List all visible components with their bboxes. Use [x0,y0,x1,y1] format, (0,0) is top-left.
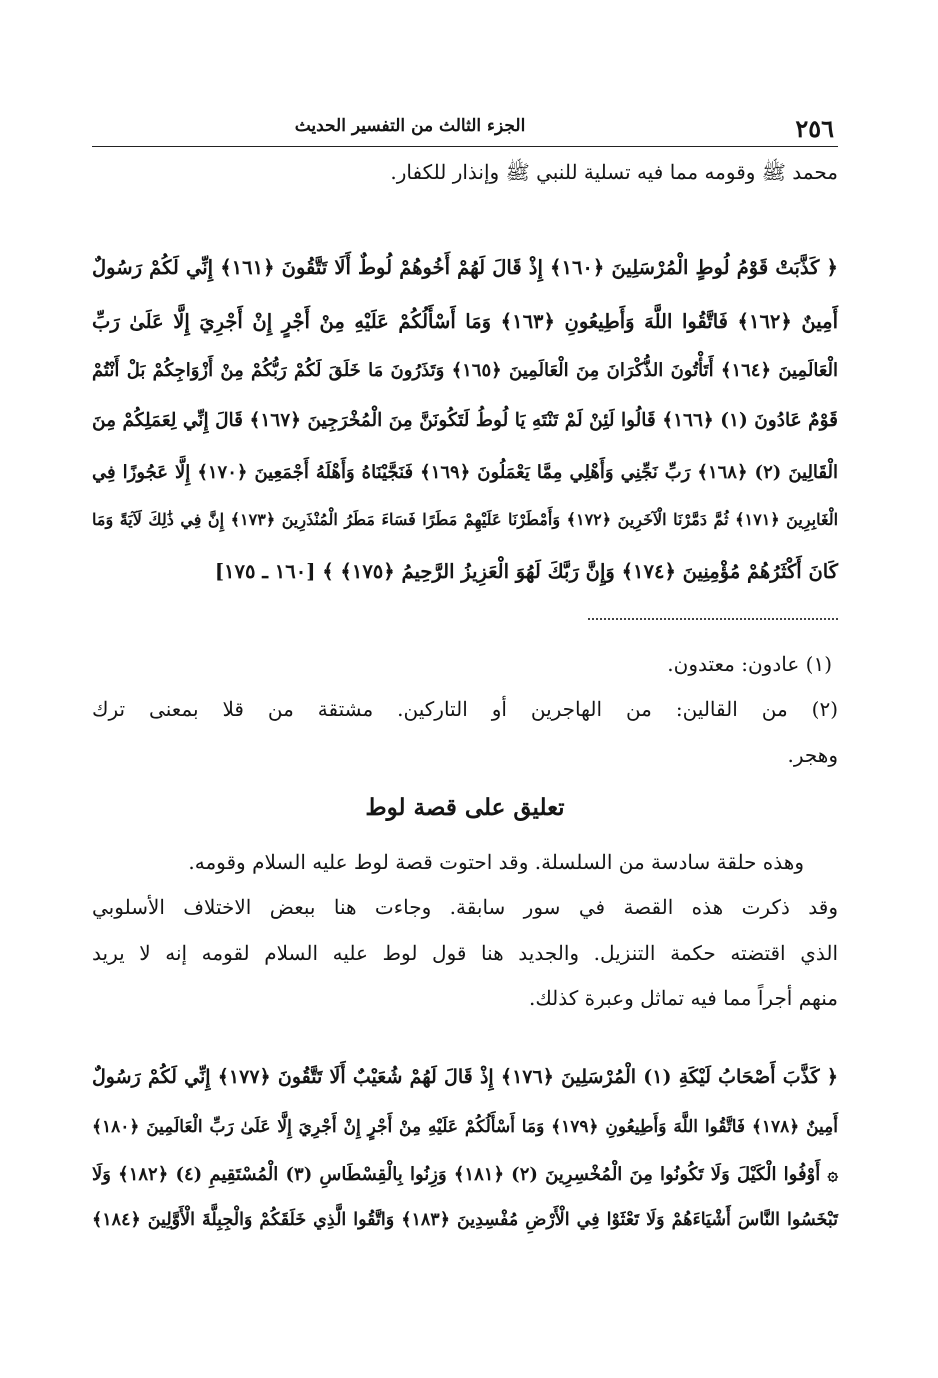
section-heading: تعليق على قصة لوط [365,794,565,821]
verse-line: تَبْخَسُوا النَّاسَ أَشْيَاءَهُمْ وَلَا تَعْثَوْا فِي الْأَرْضِ مُفْسِدِينَ ﴿١٨٣﴾ وَاتَّقُوا الَّذِي خَلَقَكُمْ وَالْجِبِلَّةَ الْأَوَّلِينَ ﴿١٨٤﴾ [92,1210,839,1230]
running-title: الجزء الثالث من التفسير الحديث [294,116,526,136]
commentary-line: الذي اقتضته حكمة التنزيل. والجديد هنا قول لوط عليه السلام لقومه إنه لا يريد [92,941,838,965]
verse-line: كَانَ أَكْثَرُهُمْ مُؤْمِنِينَ ﴿١٧٤﴾ وَإِنَّ رَبَّكَ لَهُوَ الْعَزِيزُ الرَّحِيمُ ﴿١٧٥﴾ ﴾ [١٦٠ ـ ١٧٥] [214,560,838,583]
verse-line: أَمِينٌ ﴿١٦٢﴾ فَاتَّقُوا اللَّهَ وَأَطِيعُونِ ﴿١٦٣﴾ وَمَا أَسْأَلُكُمْ عَلَيْهِ مِنْ أَجْرٍ إِنْ أَجْرِيَ إِلَّا عَلَىٰ رَبِّ [92,310,838,333]
verse-line: الْعَالَمِينَ ﴿١٦٤﴾ أَتَأْتُونَ الذُّكْرَانَ مِنَ الْعَالَمِينَ ﴿١٦٥﴾ وَتَذَرُونَ مَا خَلَقَ لَكُمْ رَبُّكُمْ مِنْ أَزْوَاجِكُمْ بَلْ أَنْتُمْ [92,360,838,381]
verse-line: أَمِينٌ ﴿١٧٨﴾ فَاتَّقُوا اللَّهَ وَأَطِيعُونِ ﴿١٧٩﴾ وَمَا أَسْأَلُكُمْ عَلَيْهِ مِنْ أَجْرٍ إِنْ أَجْرِيَ إِلَّا عَلَىٰ رَبِّ الْعَالَمِينَ ﴿١٨٠﴾ [92,1117,838,1137]
verse-line: ﴿ كَذَّبَتْ قَوْمُ لُوطٍ الْمُرْسَلِينَ ﴿١٦٠﴾ إِذْ قَالَ لَهُمْ أَخُوهُمْ لُوطٌ أَلَا تَتَّقُونَ ﴿١٦١﴾ إِنِّي لَكُمْ رَسُولٌ [92,256,838,279]
page-number: ٢٥٦ [795,114,834,143]
footnote: (١) عادون: معتدون. [667,652,832,676]
commentary-line: وقد ذكرت هذه القصة في سور سابقة. وجاءت هنا ببعض الاختلاف الأسلوبي [92,895,838,919]
commentary-line: وهذه حلقة سادسة من السلسلة. وقد احتوت قصة لوط عليه السلام وقومه. [188,850,804,874]
verse-line: الْقَالِينَ (٢) ﴿١٦٨﴾ رَبِّ نَجِّنِي وَأَهْلِي مِمَّا يَعْمَلُونَ ﴿١٦٩﴾ فَنَجَّيْنَاهُ وَأَهْلَهُ أَجْمَعِينَ ﴿١٧٠﴾ إِلَّا عَجُوزًا فِي [92,462,839,483]
verse-line: ﴿ كَذَّبَ أَصْحَابُ لَيْكَةِ (١) الْمُرْسَلِينَ ﴿١٧٦﴾ إِذْ قَالَ لَهُمْ شُعَيْبٌ أَلَا تَتَّقُونَ ﴿١٧٧﴾ إِنِّي لَكُمْ رَسُولٌ [92,1066,839,1088]
footnote-separator [588,618,838,620]
verse-line: الْغَابِرِينَ ﴿١٧١﴾ ثُمَّ دَمَّرْنَا الْآخَرِينَ ﴿١٧٢﴾ وَأَمْطَرْنَا عَلَيْهِمْ مَطَرًا فَسَاءَ مَطَرُ الْمُنْذَرِينَ ﴿١٧٣﴾ إِنَّ فِي ذَٰلِكَ لَآيَةً وَمَا [92,510,839,529]
footnote: (٢) من القالين: من الهاجرين أو التاركين. مشتقة من قلا بمعنى ترك [92,697,838,721]
verse-line: قَوْمٌ عَادُونَ (١) ﴿١٦٦﴾ قَالُوا لَئِنْ لَمْ تَنْتَهِ يَا لُوطُ لَتَكُونَنَّ مِنَ الْمُخْرَجِينَ ﴿١٦٧﴾ قَالَ إِنِّي لِعَمَلِكُمْ مِنَ [92,410,838,431]
page-header [92,112,838,147]
commentary-line: منهم أجراً مما فيه تماثل وعبرة كذلك. [528,986,838,1010]
intro-line: محمد ﷺ وقومه مما فيه تسلية للنبي ﷺ وإنذار للكفار. [390,160,838,184]
verse-line: ۞ أَوْفُوا الْكَيْلَ وَلَا تَكُونُوا مِنَ الْمُخْسِرِينَ (٢) ﴿١٨١﴾ وَزِنُوا بِالْقِسْطَاسِ (٣) الْمُسْتَقِيمِ (٤) ﴿١٨٢﴾ وَلَا [92,1164,838,1185]
footnote-continuation: وهجر. [787,743,838,767]
